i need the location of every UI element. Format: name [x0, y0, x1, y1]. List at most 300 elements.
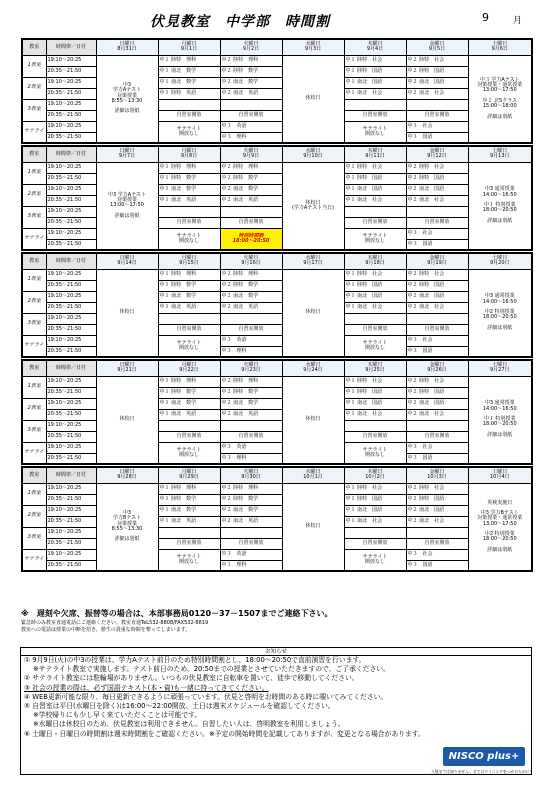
- period-header: 時間帯／日付: [46, 39, 96, 55]
- day-summary: 中3 学力Aテスト 対策授業 13:00～17:50 詳細は別紙: [96, 162, 158, 250]
- day-header: [406, 467, 468, 483]
- table-row: [22, 483, 532, 494]
- class-cell: 中１ 南北 国語: [344, 505, 406, 516]
- classroom-label: サテライト: [22, 335, 46, 357]
- class-cell: 中３ 英語: [220, 549, 282, 560]
- class-cell: 中２ 陸特 理科: [220, 376, 282, 387]
- period-header: 時間帯／日付: [46, 467, 96, 483]
- day-of-week: 金曜日: [429, 469, 445, 475]
- day-date: 9月6日: [491, 46, 508, 53]
- day-header: [406, 146, 468, 162]
- class-cell: 中１ 南北 数学: [158, 398, 220, 409]
- class-cell: 中１ 陸特 数学: [158, 387, 220, 398]
- class-cell: 自習室開放: [344, 324, 406, 335]
- class-cell: [406, 313, 468, 324]
- class-cell: 中２ 陸特 数学: [220, 280, 282, 291]
- class-cell: 自習室開放: [220, 110, 282, 121]
- class-cell: 中１ 陸特 数学: [158, 494, 220, 505]
- class-cell: 自習室開放: [158, 217, 220, 228]
- class-cell: 中２ 陸特 数学: [220, 66, 282, 77]
- class-cell: 中１ 陸特 国語: [344, 494, 406, 505]
- day-of-week: 月曜日: [181, 362, 197, 368]
- class-cell: 中２ 南北 数学: [220, 505, 282, 516]
- day-of-week: 水曜日: [305, 362, 321, 368]
- day-header: [406, 360, 468, 376]
- contact-notice: [21, 608, 531, 633]
- header: [0, 0, 547, 38]
- day-date: 9月12日: [427, 153, 447, 160]
- class-cell: 中２ 陸特 社会: [406, 483, 468, 494]
- day-date: 9月8日: [180, 153, 198, 160]
- day-header: [344, 253, 406, 269]
- day-date: 9月19日: [427, 260, 447, 267]
- week-table: [21, 145, 533, 251]
- classroom-header: 教室: [22, 39, 46, 55]
- day-date: 9月24日: [303, 367, 323, 374]
- time-slot: 20:35～21:50: [46, 132, 96, 143]
- day-date: 9月30日: [241, 474, 261, 481]
- day-date: 9月4日: [366, 46, 384, 53]
- day-header: [220, 39, 282, 55]
- day-header: [468, 146, 532, 162]
- class-cell: 中２ 陸特 社会: [406, 269, 468, 280]
- classroom-label: 2教室: [22, 398, 46, 420]
- class-cell: 中３ 社会: [406, 121, 468, 132]
- class-cell: 自習室開放: [344, 217, 406, 228]
- day-of-week: 日曜日: [119, 41, 135, 47]
- time-slot: 20:35～21:50: [46, 66, 96, 77]
- classroom-label: 1教室: [22, 376, 46, 398]
- day-header: [344, 467, 406, 483]
- class-cell: 中１ 南北 英語: [158, 409, 220, 420]
- classroom-label: 1教室: [22, 483, 46, 505]
- class-cell: 中３ 英語: [220, 335, 282, 346]
- time-slot: 19:10～20:25: [46, 442, 96, 453]
- day-of-week: 月曜日: [181, 469, 197, 475]
- logo-tagline: 入塾までは知りません、全てはウイニングをつかむために！: [431, 769, 534, 774]
- announcement-item: ⑤ 自習室は平日(水曜日を除く)は16:00～22:00開放、土日は週末スケジュールを確認してください。: [24, 701, 335, 710]
- class-cell: [220, 420, 282, 431]
- time-slot: 20:35～21:50: [46, 538, 96, 549]
- time-slot: 20:35～21:50: [46, 88, 96, 99]
- day-date: 9月14日: [117, 260, 137, 267]
- class-cell: 中１ 陸特 社会: [344, 483, 406, 494]
- day-header: [282, 253, 344, 269]
- class-cell: 中１ 南北 英語: [158, 516, 220, 527]
- day-header: [96, 360, 158, 376]
- day-of-week: 土曜日: [492, 469, 508, 475]
- time-slot: 19:10～20:25: [46, 420, 96, 431]
- class-cell: 自習室開放: [220, 217, 282, 228]
- day-date: 9月20日: [489, 260, 510, 267]
- class-cell: 中３ 理科: [220, 132, 282, 143]
- class-cell: 自習室開放: [158, 110, 220, 121]
- class-cell: 中２ 南北 社会: [406, 88, 468, 99]
- nisco-logo: NISCO plus+: [443, 747, 525, 766]
- classroom-label: 2教室: [22, 184, 46, 206]
- time-slot: 20:35～21:50: [46, 560, 96, 571]
- class-cell: 中３ 国語: [406, 453, 468, 464]
- time-slot: 20:35～21:50: [46, 195, 96, 206]
- class-cell: 中１ 南北 社会: [344, 302, 406, 313]
- class-cell: 中２ 陸特 国語: [406, 387, 468, 398]
- class-cell: 中３ 社会: [406, 442, 468, 453]
- time-slot: 19:10～20:25: [46, 335, 96, 346]
- day-header: [220, 360, 282, 376]
- announcement-title: お知らせ: [21, 648, 531, 656]
- day-of-week: 日曜日: [119, 148, 135, 154]
- day-date: 10月3日: [427, 474, 447, 481]
- class-cell: 中２ 南北 社会: [406, 302, 468, 313]
- time-slot: 19:10～20:25: [46, 206, 96, 217]
- announcement-item: ② サテライト教室には駐輪場がありません。いつもの伏見教室に自転車を置いて、徒歩で移動してください。: [24, 674, 359, 683]
- class-cell: [344, 99, 406, 110]
- table-row: [22, 376, 532, 387]
- class-cell: 中１ 陸特 国語: [344, 280, 406, 291]
- day-header: [158, 467, 220, 483]
- class-cell: 中３ 国語: [406, 132, 468, 143]
- class-cell: 中１ 南北 数学: [158, 66, 220, 77]
- class-cell: 中２ 南北 社会: [406, 195, 468, 206]
- time-slot: 19:10～20:25: [46, 527, 96, 538]
- day-header: [282, 39, 344, 55]
- notice-line-3: 教室への電話は授業の中断を招き、塾生の貴重な時間を奪ってしまいます。: [21, 627, 191, 633]
- day-of-week: 日曜日: [119, 255, 135, 261]
- class-cell: 中２ 陸特 社会: [406, 376, 468, 387]
- class-cell: 中１ 南北 英語: [158, 302, 220, 313]
- classroom-label: 3教室: [22, 99, 46, 121]
- day-of-week: 土曜日: [492, 362, 508, 368]
- time-slot: 20:35～21:50: [46, 453, 96, 464]
- class-cell: 中３ 社会: [406, 228, 468, 239]
- day-of-week: 木曜日: [367, 41, 383, 47]
- class-cell: サテライト 開放なし: [344, 549, 406, 571]
- week-table: [21, 359, 533, 465]
- day-of-week: 土曜日: [492, 255, 508, 261]
- day-summary: 休校日: [282, 483, 344, 571]
- time-slot: 20:35～21:50: [46, 431, 96, 442]
- class-cell: 中２ 南北 数学: [220, 291, 282, 302]
- announcement-item: ※学校帰りにも少し早く来ていただくことは可能です。: [24, 711, 202, 720]
- time-slot: 20:35～21:50: [46, 302, 96, 313]
- day-header: [96, 467, 158, 483]
- day-header: [158, 146, 220, 162]
- class-cell: 中１ 陸特 理科: [158, 483, 220, 494]
- day-summary: 中3 通常授業 14:00～16:50 中１ 特別授業 18:00～20:50 詳細は別紙: [468, 162, 532, 250]
- class-cell: 自習室開放: [406, 538, 468, 549]
- classroom-label: 3教室: [22, 206, 46, 228]
- announcement-item: ※水曜日は休校日のため、伏見教室は利用できません。自習したい人は、啓明教室を利用しましょう。: [24, 720, 345, 729]
- class-cell: サテライト 開放なし: [344, 442, 406, 464]
- day-header: [96, 253, 158, 269]
- class-cell: [158, 206, 220, 217]
- day-of-week: 月曜日: [181, 148, 197, 154]
- time-slot: 19:10～20:25: [46, 291, 96, 302]
- day-date: 9月22日: [179, 367, 199, 374]
- announcement-item: ③ 社会の授業の際は、必ず国語テキスト(本・資)も一緒に持ってきてください。: [24, 683, 269, 692]
- day-date: 9月3日: [304, 46, 322, 53]
- class-cell: 中３ 国語: [406, 346, 468, 357]
- day-date: 9月15日: [179, 260, 199, 267]
- time-slot: 19:10～20:25: [46, 376, 96, 387]
- day-date: 9月29日: [179, 474, 199, 481]
- day-date: 10月2日: [365, 474, 385, 481]
- class-cell: 中１ 陸特 国語: [344, 66, 406, 77]
- class-cell: [220, 99, 282, 110]
- day-of-week: 金曜日: [429, 148, 445, 154]
- time-slot: 20:35～21:50: [46, 280, 96, 291]
- day-header: [282, 360, 344, 376]
- day-date: 9月9日: [242, 153, 260, 160]
- class-cell: [220, 313, 282, 324]
- day-of-week: 金曜日: [429, 255, 445, 261]
- class-cell: 中３ 理科: [220, 560, 282, 571]
- class-cell: [344, 527, 406, 538]
- day-date: 9月7日: [118, 153, 136, 160]
- announcement-item: ① 9月9日(火)の中3の授業は、学力Aテスト前日のため特別時間割とし、18:00～20:50で直前演習を行います。: [24, 656, 366, 664]
- class-cell: 中１ 南北 国語: [344, 398, 406, 409]
- class-cell: 中３ 国語: [406, 560, 468, 571]
- class-cell: 中１ 陸特 理科: [158, 55, 220, 66]
- time-slot: 20:35～21:50: [46, 516, 96, 527]
- day-date: 9月21日: [117, 367, 137, 374]
- day-header: [468, 467, 532, 483]
- class-cell: 中２ 陸特 理科: [220, 162, 282, 173]
- table-row: [22, 269, 532, 280]
- classroom-header: 教室: [22, 253, 46, 269]
- classroom-label: サテライト: [22, 228, 46, 250]
- time-slot: 19:10～20:25: [46, 269, 96, 280]
- class-cell: 中２ 陸特 数学: [220, 173, 282, 184]
- class-cell: 中１ 陸特 数学: [158, 280, 220, 291]
- class-cell: [158, 527, 220, 538]
- classroom-label: 2教室: [22, 505, 46, 527]
- day-of-week: 木曜日: [367, 255, 383, 261]
- day-summary: 中3 学力Aテスト 対策授業 8:55～13:30 詳細は別紙: [96, 55, 158, 143]
- day-date: 9月1日: [180, 46, 198, 53]
- class-cell: 中２ 陸特 国語: [406, 66, 468, 77]
- time-slot: 20:35～21:50: [46, 409, 96, 420]
- announcement-item: ※サテライト教室で実施します。テスト前日のため、20:50までの授業とさせていただきますので、ご了承ください。: [24, 665, 390, 674]
- class-cell: 自習室開放: [158, 324, 220, 335]
- classroom-header: 教室: [22, 146, 46, 162]
- class-cell: 中３ 社会: [406, 549, 468, 560]
- class-cell: 中１ 陸特 国語: [344, 173, 406, 184]
- class-cell: [344, 313, 406, 324]
- class-cell: 中１ 陸特 数学: [158, 173, 220, 184]
- time-slot: 19:10～20:25: [46, 184, 96, 195]
- time-slot: 19:10～20:25: [46, 162, 96, 173]
- class-cell: 中２ 陸特 理科: [220, 55, 282, 66]
- schedule-tables: [21, 38, 531, 573]
- class-cell: 中１ 南北 社会: [344, 516, 406, 527]
- class-cell: [406, 420, 468, 431]
- day-of-week: 火曜日: [243, 362, 259, 368]
- class-cell: 中２ 陸特 社会: [406, 55, 468, 66]
- page-title: 伏見教室 中学部 時間割: [150, 14, 330, 30]
- announcement-item: ④ WEB更新可能な限り、毎日更新できるように頑張っています。伏見と啓明をお時間のある時に覗いてみてください。: [24, 692, 388, 701]
- class-cell: [406, 99, 468, 110]
- class-cell: 自習室開放: [220, 324, 282, 335]
- class-cell: [158, 313, 220, 324]
- class-cell: [406, 206, 468, 217]
- day-of-week: 水曜日: [305, 255, 321, 261]
- day-header: [282, 146, 344, 162]
- class-cell: 中１ 南北 国語: [344, 77, 406, 88]
- class-cell: 中１ 南北 国語: [344, 184, 406, 195]
- table-row: [22, 55, 532, 66]
- class-cell: 中１ 南北 数学: [158, 505, 220, 516]
- day-of-week: 木曜日: [367, 362, 383, 368]
- day-summary: 中3 学力Bテスト 対策授業 8:55～13:30 詳細は別紙: [96, 483, 158, 571]
- class-cell: サテライト 開放なし: [158, 442, 220, 464]
- class-cell: 自習室開放: [344, 538, 406, 549]
- day-of-week: 水曜日: [305, 469, 321, 475]
- class-cell: 中２ 陸特 数学: [220, 387, 282, 398]
- day-of-week: 火曜日: [243, 469, 259, 475]
- classroom-label: 2教室: [22, 291, 46, 313]
- class-cell: サテライト 開放なし: [158, 228, 220, 250]
- day-of-week: 土曜日: [492, 41, 508, 47]
- class-cell: 中２ 南北 数学: [220, 398, 282, 409]
- class-cell: サテライト 開放なし: [344, 121, 406, 143]
- class-cell: 中１ 南北 数学: [158, 291, 220, 302]
- class-cell: 中２ 南北 英語: [220, 516, 282, 527]
- class-cell: 中１ 陸特 社会: [344, 376, 406, 387]
- day-date: 9月10日: [303, 153, 323, 160]
- period-header: 時間帯／日付: [46, 146, 96, 162]
- class-cell: 中１ 陸特 理科: [158, 376, 220, 387]
- day-header: [220, 467, 282, 483]
- day-date: 9月23日: [241, 367, 261, 374]
- classroom-label: 3教室: [22, 527, 46, 549]
- day-of-week: 水曜日: [305, 148, 321, 154]
- class-cell: 中２ 南北 国語: [406, 291, 468, 302]
- time-slot: 20:35～21:50: [46, 217, 96, 228]
- classroom-header: 教室: [22, 360, 46, 376]
- class-cell: 自習室開放: [406, 217, 468, 228]
- day-of-week: 月曜日: [181, 41, 197, 47]
- announcement-item: ⑥ 土曜日・日曜日の時間割は週末時間割をご確認ください。※予定の開始時間を記載してありますが、変更となる場合があります。: [24, 729, 425, 738]
- day-header: [96, 146, 158, 162]
- day-date: 9月13日: [489, 153, 510, 160]
- time-slot: 20:35～21:50: [46, 346, 96, 357]
- class-cell: 中２ 南北 国語: [406, 505, 468, 516]
- day-header: [220, 253, 282, 269]
- classroom-label: サテライト: [22, 549, 46, 571]
- class-cell: 中３ 英語: [220, 442, 282, 453]
- day-of-week: 水曜日: [305, 41, 321, 47]
- class-cell: 中１ 陸特 理科: [158, 162, 220, 173]
- class-cell: 中２ 陸特 理科: [220, 269, 282, 280]
- class-cell: サテライト 開放なし: [344, 228, 406, 250]
- class-cell: 中１ 陸特 理科: [158, 269, 220, 280]
- time-slot: 20:35～21:50: [46, 239, 96, 250]
- class-cell: 中３ 理科: [220, 346, 282, 357]
- class-cell: 中２ 南北 社会: [406, 516, 468, 527]
- day-of-week: 木曜日: [367, 148, 383, 154]
- day-header: [282, 467, 344, 483]
- period-header: 時間帯／日付: [46, 360, 96, 376]
- class-cell: 自習室開放: [158, 538, 220, 549]
- class-cell: 自習室開放: [220, 538, 282, 549]
- class-cell: 中２ 南北 数学: [220, 184, 282, 195]
- day-date: 9月18日: [365, 260, 385, 267]
- classroom-label: サテライト: [22, 121, 46, 143]
- day-date: 9月16日: [241, 260, 261, 267]
- notice-line-1: ※ 遅刻や欠席、振替等の場合は、本部事務局0120－37－1507までご連絡下さい。: [21, 609, 333, 618]
- class-cell: [220, 527, 282, 538]
- classroom-label: 1教室: [22, 55, 46, 77]
- time-slot: 19:10～20:25: [46, 549, 96, 560]
- week-table: [21, 252, 533, 358]
- time-slot: 19:10～20:25: [46, 55, 96, 66]
- day-header: [344, 39, 406, 55]
- class-cell: [406, 527, 468, 538]
- time-slot: 20:35～21:50: [46, 494, 96, 505]
- day-summary: 中3 通常授業 14:00～16:50 中１ 特別授業 18:00～20:50 詳細は別紙: [468, 376, 532, 464]
- day-header: [468, 39, 532, 55]
- class-cell: [344, 206, 406, 217]
- class-cell: 中２ 陸特 社会: [406, 162, 468, 173]
- class-cell: 自習室開放: [158, 431, 220, 442]
- class-cell: 中１ 陸特 英語: [158, 88, 220, 99]
- class-cell: [220, 206, 282, 217]
- day-header: [96, 39, 158, 55]
- day-header: [406, 39, 468, 55]
- day-date: 9月17日: [303, 260, 323, 267]
- week-table: [21, 38, 533, 144]
- class-cell: サテライト 開放なし: [158, 549, 220, 571]
- day-summary: 英検実施日 中3 学力Bテスト 対策授業・通常授業 13:00～17:50 中2 特別授業 18:00～20:50 詳細は別紙: [468, 483, 532, 571]
- day-of-week: 火曜日: [243, 148, 259, 154]
- class-cell: 中１ 陸特 国語: [344, 387, 406, 398]
- day-of-week: 金曜日: [429, 41, 445, 47]
- day-summary: 休校日: [282, 376, 344, 464]
- class-cell: 中３ 理科: [220, 453, 282, 464]
- class-cell: [344, 420, 406, 431]
- class-cell: 中２ 陸特 国語: [406, 494, 468, 505]
- class-cell: 中３ 社会: [406, 335, 468, 346]
- class-cell: 中２ 南北 英語: [220, 302, 282, 313]
- announcement-list: [21, 656, 531, 739]
- class-cell: [158, 99, 220, 110]
- class-cell: 中１ 南北 社会: [344, 195, 406, 206]
- class-cell: 中２ 南北 英語: [220, 88, 282, 99]
- class-cell: 中２ 南北 英語: [220, 409, 282, 420]
- class-cell: 自習室開放: [344, 431, 406, 442]
- month-unit: 月: [513, 16, 523, 26]
- classroom-label: サテライト: [22, 442, 46, 464]
- day-summary: 中３ 学力Aテスト 対策授業・通常授業 13:00～17:50 中２ 北Sクラス 15:00～18:00 詳細は別紙: [468, 55, 532, 143]
- time-slot: 20:35～21:50: [46, 173, 96, 184]
- classroom-label: 3教室: [22, 313, 46, 335]
- class-cell: 中１ 陸特 社会: [344, 269, 406, 280]
- classroom-label: 1教室: [22, 269, 46, 291]
- class-cell: 中３ 英語: [220, 121, 282, 132]
- day-header: [468, 360, 532, 376]
- day-header: [406, 253, 468, 269]
- time-slot: 20:35～21:50: [46, 324, 96, 335]
- time-slot: 20:35～21:50: [46, 110, 96, 121]
- month-number: 9: [482, 11, 489, 24]
- day-of-week: 火曜日: [243, 41, 259, 47]
- day-date: 9月26日: [427, 367, 447, 374]
- class-cell: 自習室開放: [406, 431, 468, 442]
- time-slot: 20:35～21:50: [46, 387, 96, 398]
- class-cell: 中１ 南北 数学: [158, 77, 220, 88]
- week-table: [21, 466, 533, 572]
